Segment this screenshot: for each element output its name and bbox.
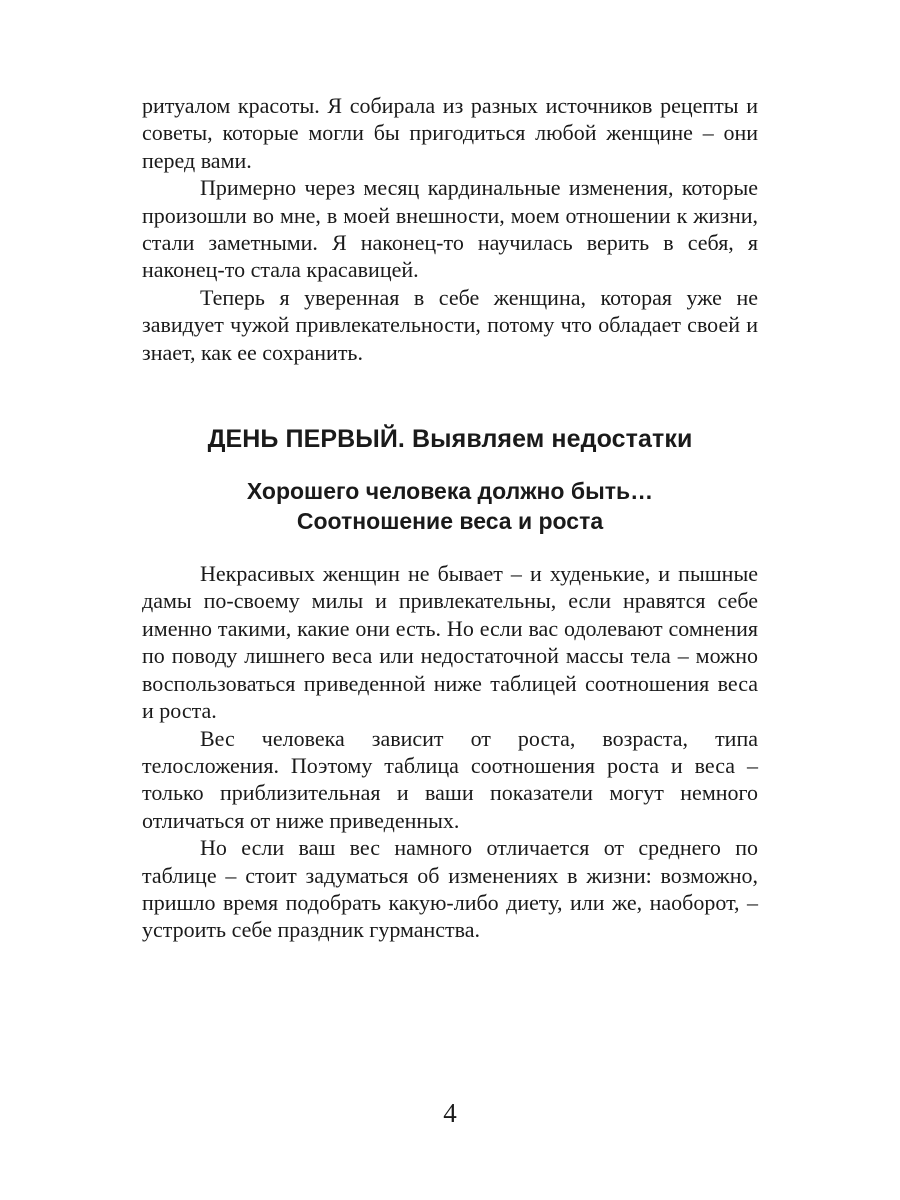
body-paragraph: Но если ваш вес намного отличается от среднего по таблице – стоит задуматься об изменениях в жизни: возможно, пришло время подобрать какую-либо диету, или же, наоборот, – устроить себе праздник гурманства. bbox=[142, 835, 758, 943]
body-paragraph: Некрасивых женщин не бывает – и худенькие, и пышные дамы по-своему милы и привлекательны, если нравятся себе именно такими, какие они есть. Но если вас одолевают сомнения по поводу лишнего веса или недостаточной массы тела – можно воспользоваться приведенной ниже таблицей соотношения веса и роста. bbox=[142, 561, 758, 724]
page-number: 4 bbox=[443, 1098, 457, 1128]
body-paragraph: Вес человека зависит от роста, возраста, типа телосложения. Поэтому таблица соотношения роста и веса – только приблизительная и ваши показатели могут немного отличаться от ниже приведенных. bbox=[142, 725, 758, 833]
section-title bbox=[142, 476, 758, 536]
intro-paragraph: ритуалом красоты. Я собирала из разных источников рецепты и советы, которые могли бы пригодиться любой женщине – они перед вами. bbox=[142, 93, 758, 173]
chapter-title: ДЕНЬ ПЕРВЫЙ. Выявляем недостатки bbox=[207, 425, 693, 454]
intro-paragraph: Теперь я уверенная в себе женщина, которая уже не завидует чужой привлекательности, потому что обладает своей и знает, как ее сохранить. bbox=[142, 284, 758, 365]
section-title-line: Хорошего человека должно быть… bbox=[246, 478, 654, 505]
intro-paragraph: Примерно через месяц кардинальные изменения, которые произошли во мне, в моей внешности, моем отношении к жизни, стали заметными. Я наконец-то научилась верить в себя, я наконец-то стала красавицей. bbox=[142, 175, 758, 283]
section-body bbox=[142, 560, 758, 944]
page-content bbox=[142, 92, 758, 944]
section-title-line: Соотношение веса и роста bbox=[296, 508, 604, 535]
